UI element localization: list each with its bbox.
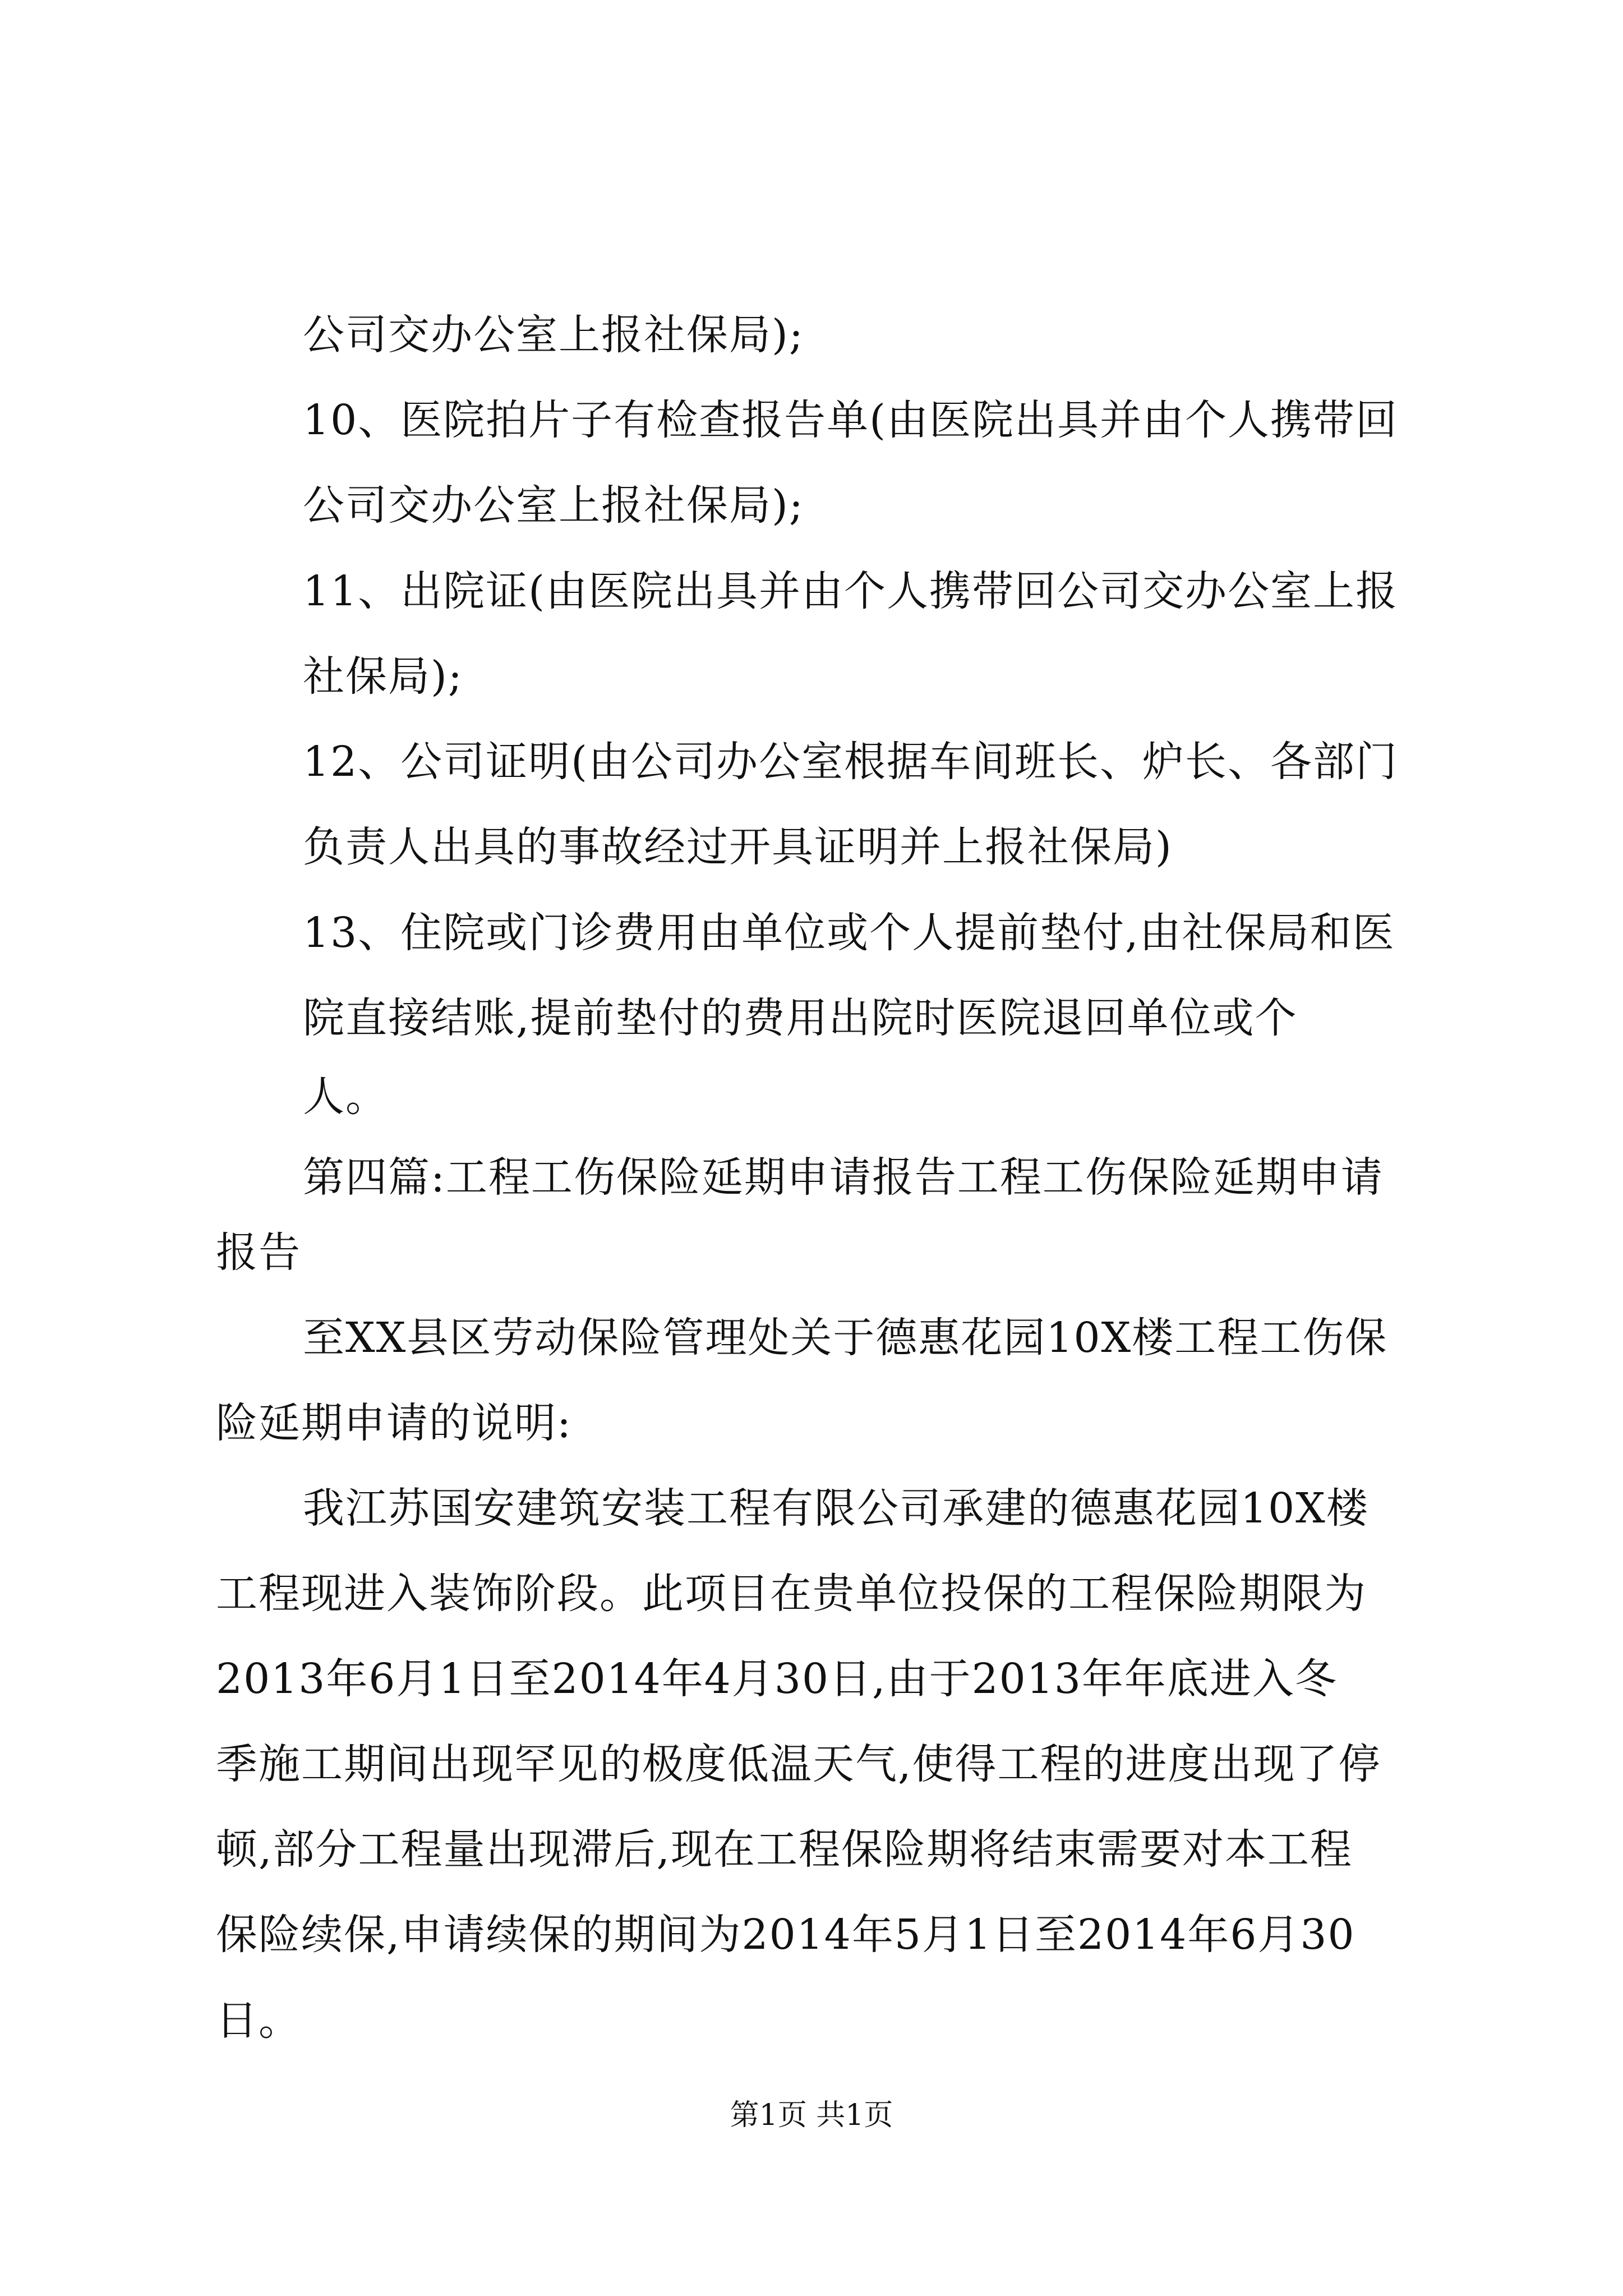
text-line: 负责人出具的事故经过开具证明并上报社保局) xyxy=(303,823,1173,871)
text-line: 公司交办公室上报社保局); xyxy=(303,481,804,530)
text-line: 季施工期间出现罕见的极度低温天气,使得工程的进度出现了停 xyxy=(216,1740,1381,1788)
text-line: 我江苏国安建筑安装工程有限公司承建的德惠花园10X楼 xyxy=(303,1484,1369,1533)
text-line: 人。 xyxy=(303,1073,388,1121)
text-line: 10、医院拍片子有检查报告单(由医院出具并由个人携带回 xyxy=(303,396,1399,444)
text-line: 日。 xyxy=(216,1996,301,2045)
text-line: 11、出院证(由医院出具并由个人携带回公司交办公室上报 xyxy=(303,567,1399,615)
text-line: 险延期申请的说明: xyxy=(216,1399,572,1447)
text-line: 公司交办公室上报社保局); xyxy=(303,311,804,359)
text-line: 13、住院或门诊费用由单位或个人提前垫付,由社保局和医 xyxy=(303,909,1395,957)
text-line: 顿,部分工程量出现滞后,现在工程保险期将结束需要对本工程 xyxy=(216,1825,1353,1874)
text-line: 社保局); xyxy=(303,652,463,701)
text-line: 院直接结账,提前垫付的费用出院时医院退回单位或个 xyxy=(303,994,1298,1042)
text-line: 2013年6月1日至2014年4月30日,由于2013年年底进入冬 xyxy=(216,1655,1338,1703)
text-line: 至XX县区劳动保险管理处关于德惠花园10X楼工程工伤保 xyxy=(303,1314,1388,1362)
text-line: 12、公司证明(由公司办公室根据车间班长、炉长、各部门 xyxy=(303,738,1399,786)
section-heading: 第四篇:工程工伤保险延期申请报告工程工伤保险延期申请 xyxy=(303,1153,1384,1202)
page-footer: 第1页 共1页 xyxy=(730,2099,893,2132)
section-heading: 报告 xyxy=(216,1228,301,1277)
text-line: 工程现进入装饰阶段。此项目在贵单位投保的工程保险期限为 xyxy=(216,1570,1367,1618)
text-line: 保险续保,申请续保的期间为2014年5月1日至2014年6月30 xyxy=(216,1911,1355,1959)
